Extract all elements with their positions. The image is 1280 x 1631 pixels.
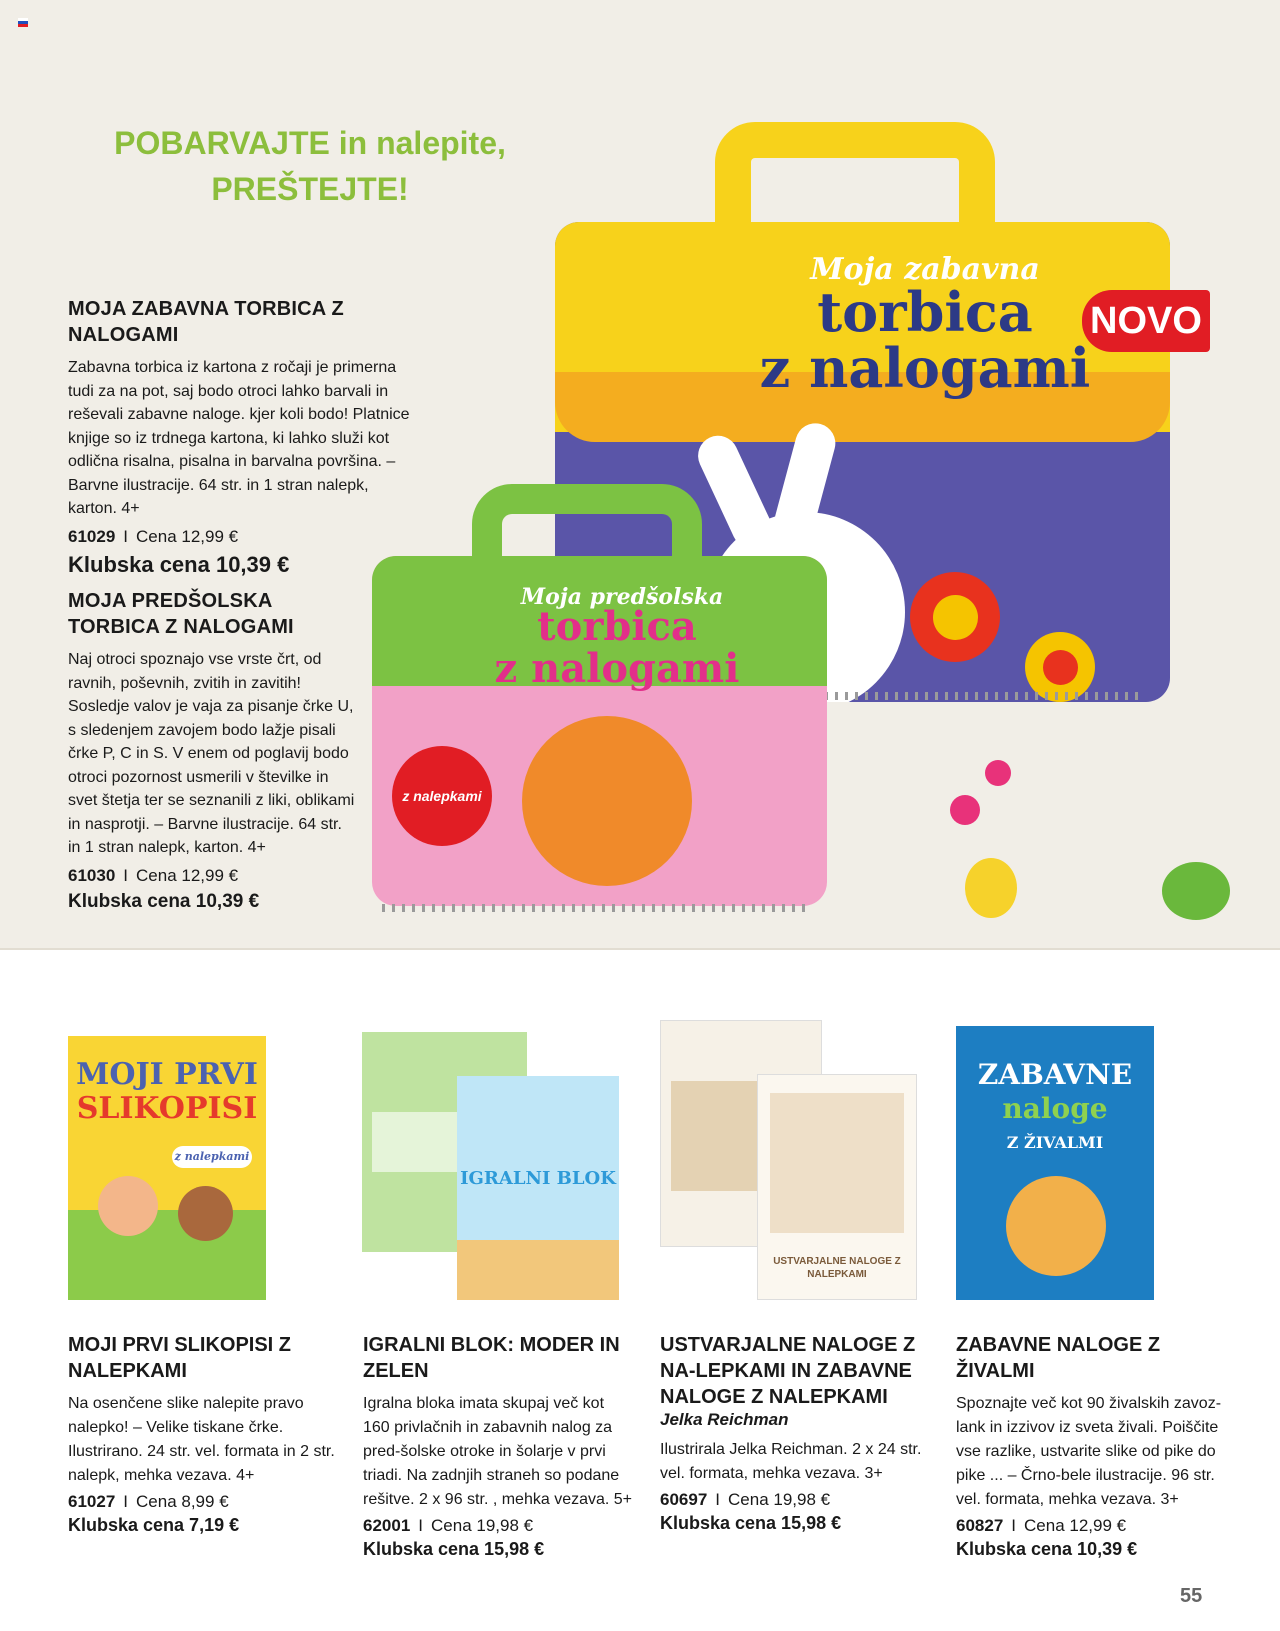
product-price: Cena 12,99 €	[136, 865, 239, 885]
featured-product-1	[68, 296, 418, 578]
product-code: 61029	[68, 526, 116, 546]
product-title[interactable]: MOJI PRVI SLIKOPISI Z NALEPKAMI	[68, 1334, 292, 1382]
price-separator: I	[418, 1516, 424, 1535]
cover-title-line: naloge	[1002, 1092, 1108, 1125]
product-price-line	[68, 866, 358, 886]
frog-icon	[1162, 862, 1230, 920]
product-title[interactable]: MOJA PREDŠOLSKA TORBICA Z NALOGAMI	[68, 590, 294, 638]
price-separator: I	[1011, 1516, 1017, 1535]
spiral-binding	[382, 904, 812, 912]
cover-title-word: torbica	[817, 280, 1033, 344]
product-description: Na osenčene slike nalepite pravo nalepko! – Velike tiskane črke. Ilustrirano. 24 str. vel. formata in 2 str. nalepk, mehka vezava. 4+	[68, 1395, 335, 1484]
headline-line-2: PREŠTEJTE!	[211, 171, 409, 207]
chick-icon	[965, 858, 1017, 918]
headline-line-1: POBARVAJTE in nalepite,	[114, 125, 506, 161]
product-code: 60827	[956, 1516, 1004, 1535]
bag-body	[372, 556, 827, 906]
product-price: Cena 12,99 €	[136, 526, 239, 546]
cover-title-line: Z ŽIVALMI	[1006, 1133, 1104, 1152]
cover-title-line-2	[452, 603, 782, 692]
green-bag-cover-image[interactable]	[372, 484, 832, 914]
cover-title	[68, 1058, 266, 1126]
club-price: Klubska cena 7,19 €	[68, 1515, 240, 1535]
product-price: Cena 12,99 €	[1024, 1516, 1127, 1535]
product-description: Zabavna torbica iz kartona z ročaji je primerna tudi za na pot, saj bodo otroci lahko barvali in reševali zabavne naloge. kjer koli bodo! Platnice knjige so iz trdnega kartona, ki lahko služi kot odlična risalna, pisalna in barvalna površina. – Barvne ilustracije. 64 str. in 1 stran nalepk, karton. 4+	[68, 359, 410, 517]
product-price-line	[363, 1516, 633, 1536]
product-price: Cena 8,99 €	[136, 1492, 229, 1511]
page-number: 55	[1180, 1585, 1203, 1607]
product-description: Ilustrirala Jelka Reichman. 2 x 24 str. vel. formata, mehka vezava. 3+	[660, 1441, 922, 1482]
product-title[interactable]: MOJA ZABAVNA TORBICA Z NALOGAMI	[68, 298, 344, 346]
spiral-binding	[815, 692, 1145, 700]
product-card	[956, 1332, 1226, 1560]
product-title[interactable]: ZABAVNE NALOGE Z ŽIVALMI	[956, 1334, 1161, 1382]
cover-title-line-2	[715, 280, 1135, 400]
product-title[interactable]: IGRALNI BLOK: MODER IN ZELEN	[363, 1334, 620, 1382]
club-price: Klubska cena 10,39 €	[68, 551, 290, 577]
price-separator: I	[123, 526, 129, 546]
club-price: Klubska cena 15,98 €	[660, 1513, 842, 1533]
squirrel-illustration-icon	[522, 716, 692, 886]
product-card	[68, 1332, 338, 1536]
product-description: Spoznajte več kot 90 živalskih zavoz-lank in izzivov iz sveta živali. Poiščite vse razlike, ustvarite slike od pike do pike ... – Črno-bele ilustracije. 96 str. vel. formata, mehka vezava. 3+	[956, 1395, 1222, 1508]
cover-title: IGRALNI BLOK	[460, 1168, 616, 1189]
product-card	[660, 1332, 930, 1534]
club-price: Klubska cena 15,98 €	[363, 1539, 545, 1559]
club-price: Klubska cena 10,39 €	[956, 1539, 1138, 1559]
cover-ground	[457, 1240, 619, 1300]
cover-badge: z nalepkami	[172, 1146, 252, 1168]
product-description: Naj otroci spoznajo vse vrste črt, od ravnih, poševnih, zvitih in zavitih! Sosledje valov je vaja za pisanje črke U, s sledenjem zavojem bodo lažje pisali črke P, C in S. V enem od poglavij bodo otroci pozornost usmerili v številke in svet štetja ter se seznanili z liki, oblikami in nasprotji. – Barvne ilustracije. 64 str. in 1 stran nalepk, karton. 4+	[68, 651, 355, 856]
product-price-line	[68, 1492, 338, 1512]
lion-illustration-icon	[1006, 1176, 1106, 1276]
cover-ground	[68, 1210, 266, 1300]
language-flag-icon[interactable]	[18, 18, 28, 27]
product-price-line	[68, 527, 418, 547]
cover-illustration	[770, 1093, 904, 1233]
product-price-line	[956, 1516, 1226, 1536]
cover-title-word: z nalogami	[759, 336, 1091, 400]
product-code: 61027	[68, 1492, 116, 1511]
product-description: Igralna bloka imata skupaj več kot 160 privlačnih in zabavnih nalog za pred-šolske otroke in šolarje v prvi triadi. Na zadnjih straneh so podane rešitve. 2 x 96 str. , mehka vezava. 5+	[363, 1395, 633, 1508]
product-price-line	[660, 1490, 930, 1510]
cover-title: USTVARJALNE NALOGE Z NALEPKAMI	[773, 1256, 901, 1280]
child-illustration-icon	[178, 1186, 233, 1241]
product-code: 60697	[660, 1490, 708, 1509]
product-card	[363, 1332, 633, 1560]
cover-igralni-blok-moder[interactable]	[457, 1076, 619, 1300]
cover-title-line-1: Moja zabavna	[810, 252, 1040, 287]
product-title[interactable]: USTVARJALNE NALOGE Z NA-LEPKAMI IN ZABAVNE NALOGE Z NALEPKAMI	[660, 1334, 916, 1408]
flower-icon	[985, 760, 1011, 786]
product-author: Jelka Reichman	[660, 1410, 789, 1429]
flower-icon	[910, 572, 1000, 662]
sticker-badge: z nalepkami	[392, 746, 492, 846]
price-separator: I	[715, 1490, 721, 1509]
price-separator: I	[123, 865, 129, 885]
child-illustration-icon	[98, 1176, 158, 1236]
club-price: Klubska cena 10,39 €	[68, 890, 260, 912]
cover-moji-prvi-slikopisi[interactable]	[68, 1036, 266, 1300]
cover-zabavne-naloge-z-zivalmi[interactable]	[956, 1026, 1154, 1300]
cover-title-line-1: Moja predšolska	[520, 584, 724, 610]
cover-title	[956, 1058, 1154, 1160]
cover-title-word: torbica	[537, 603, 697, 650]
cover-title-line: MOJI PRVI	[76, 1057, 258, 1092]
new-badge: NOVO	[1082, 290, 1210, 352]
cover-ustvarjalne-naloge[interactable]	[757, 1074, 917, 1300]
price-separator: I	[123, 1492, 129, 1511]
product-price: Cena 19,98 €	[728, 1490, 831, 1509]
cover-title-line: ZABAVNE	[977, 1058, 1133, 1091]
featured-product-2	[68, 588, 358, 913]
product-code: 62001	[363, 1516, 411, 1535]
headline	[90, 120, 530, 212]
cover-title-word: z nalogami	[494, 645, 740, 692]
flower-icon	[950, 795, 980, 825]
cover-title-line: SLIKOPISI	[76, 1091, 258, 1126]
product-code: 61030	[68, 865, 116, 885]
product-price: Cena 19,98 €	[431, 1516, 534, 1535]
